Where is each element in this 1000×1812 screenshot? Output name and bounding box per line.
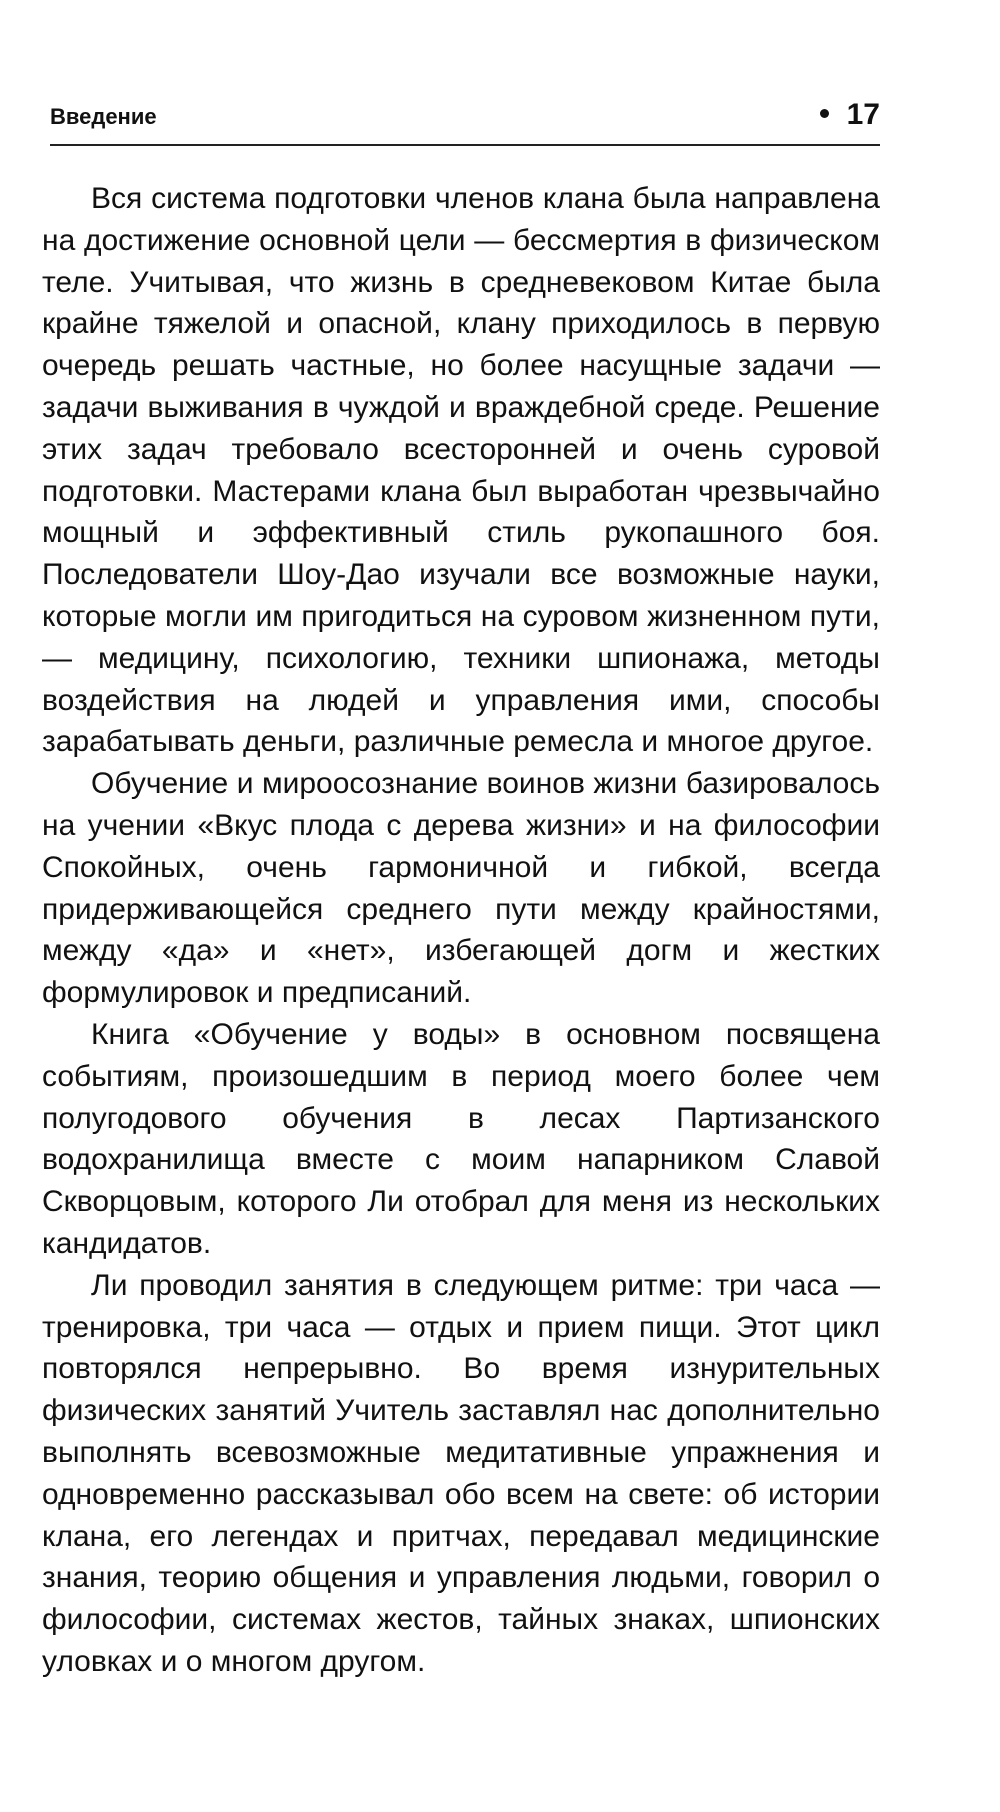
- section-title: Введение: [50, 104, 157, 129]
- header-divider: [50, 144, 880, 146]
- body-text: [42, 178, 880, 1683]
- paragraph-2: Обучение и мироосознание воинов жизни базировалось на учении «Вкус плода с дерева жизни» и на философии Спокойных, очень гармоничной и гибкой, всегда придерживающейся среднего пути между крайностями, между «да» и «нет», избегающей догм и жестких формулировок и предписаний.: [42, 767, 880, 1010]
- page-number: 17: [846, 98, 880, 131]
- running-header: [50, 100, 880, 140]
- page-number-block: [820, 98, 880, 132]
- paragraph-4: Ли проводил занятия в следующем ритме: три часа — тренировка, три часа — отдых и прием пищи. Этот цикл повторялся непрерывно. Во время изнурительных физических занятий Учитель заставлял нас дополнительно выполнять всевозможные медитативные упражнения и одновременно рассказывал обо всем на свете: об истории клана, его легендах и притчах, передавал медицинские знания, теорию общения и управления людьми, говорил о философии, системах жестов, тайных знаках, шпионских уловках и о многом другом.: [42, 1268, 880, 1678]
- paragraph-1: Вся система подготовки членов клана была направлена на достижение основной цели — бессмертия в физическом теле. Учитывая, что жизнь в средневековом Китае была крайне тяжелой и опасной, клану приходилось в первую очередь решать частные, но более насущные задачи — задачи выживания в чуждой и враждебной среде. Решение этих задач требовало всесторонней и очень суровой подготовки. Мастерами клана был выработан чрезвычайно мощный и эффективный стиль рукопашного боя. Последователи Шоу-Дао изучали все возможные науки, которые могли им пригодиться на суровом жизненном пути, — медицину, психологию, техники шпионажа, методы воздействия на людей и управления ими, способы зарабатывать деньги, различные ремесла и многое другое.: [42, 182, 880, 759]
- paragraph-3: Книга «Обучение у воды» в основном посвящена событиям, произошедшим в период моего более чем полугодового обучения в лесах Партизанского водохранилища вместе с моим напарником Славой Скворцовым, которого Ли отобрал для меня из нескольких кандидатов.: [42, 1017, 880, 1260]
- bullet-icon: [820, 109, 829, 118]
